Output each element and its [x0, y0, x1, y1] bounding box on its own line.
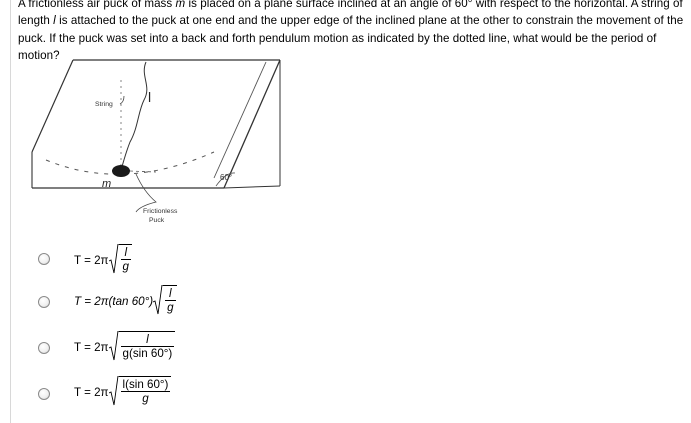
square-root: [153, 285, 176, 318]
denominator: g: [142, 392, 149, 405]
air-puck: [112, 165, 130, 177]
radio-button-1[interactable]: [38, 253, 50, 265]
puck-label-line2: Puck: [149, 217, 165, 224]
radio-button-4[interactable]: [38, 388, 50, 400]
formula-prefix: T = 2π: [74, 253, 109, 267]
square-root: [109, 244, 132, 277]
mass-label: m: [102, 178, 112, 190]
base-right-edge: [224, 186, 280, 188]
formula-2: [74, 285, 177, 318]
inclined-plane-figure: [28, 56, 286, 234]
root-sign-icon: [109, 244, 119, 277]
numerator: l: [121, 333, 175, 347]
denominator: g(sin 60°): [122, 347, 173, 360]
question-part: A frictionless air puck of mass: [18, 0, 176, 10]
answer-option-1[interactable]: [38, 242, 438, 282]
formula-3: [74, 331, 175, 364]
puck-leader: [136, 174, 156, 212]
answer-option-4[interactable]: [38, 374, 438, 414]
inclined-plane-diagram: [28, 56, 286, 234]
formula-1: [74, 244, 132, 277]
string-label: String: [95, 101, 113, 108]
question-part: is attached to the puck at one end and the upper edge of the inclined plane at the other to constrain the movement of the puck. If the puck was set into a back and forth pendulum motion as indicated by the dotted line, what would be the period of motion?: [18, 14, 684, 63]
denominator: g: [122, 260, 129, 273]
answer-option-2[interactable]: [38, 283, 438, 323]
length-label: l: [148, 89, 152, 105]
formula-prefix: T = 2π: [74, 385, 109, 399]
plane-inner-edge: [214, 62, 266, 178]
formula-prefix: T = 2π(tan 60°): [74, 294, 154, 308]
numerator: l(sin 60°): [122, 378, 169, 391]
denominator: g: [167, 301, 174, 314]
plane-right-edge: [224, 60, 280, 188]
root-sign-icon: [109, 331, 119, 364]
mass-variable: m: [175, 0, 186, 10]
swing-path-dotted: [46, 152, 214, 174]
left-border: [10, 0, 11, 423]
root-sign-icon: [109, 376, 119, 409]
formula-4: [74, 376, 171, 409]
square-root: [109, 331, 176, 364]
puck-label-line1: Frictionless: [143, 208, 178, 215]
square-root: [109, 376, 172, 409]
plane-left-edge: [32, 60, 73, 152]
angle-label: 60°: [220, 173, 233, 182]
question-text: [18, 0, 686, 65]
numerator: l: [121, 246, 131, 260]
radio-button-2[interactable]: [38, 296, 50, 308]
root-sign-icon: [153, 285, 163, 318]
question-part: is placed on a plane surface inclined at an angle of 60° with respect to the horizontal. A string of length: [18, 0, 683, 28]
answer-option-3[interactable]: [38, 329, 438, 369]
radio-button-3[interactable]: [38, 342, 50, 354]
formula-prefix: T = 2π: [74, 340, 109, 354]
length-variable: l: [53, 14, 56, 28]
puck-motion-line: [130, 171, 156, 172]
string-line: [121, 62, 147, 170]
numerator: l: [165, 287, 175, 301]
